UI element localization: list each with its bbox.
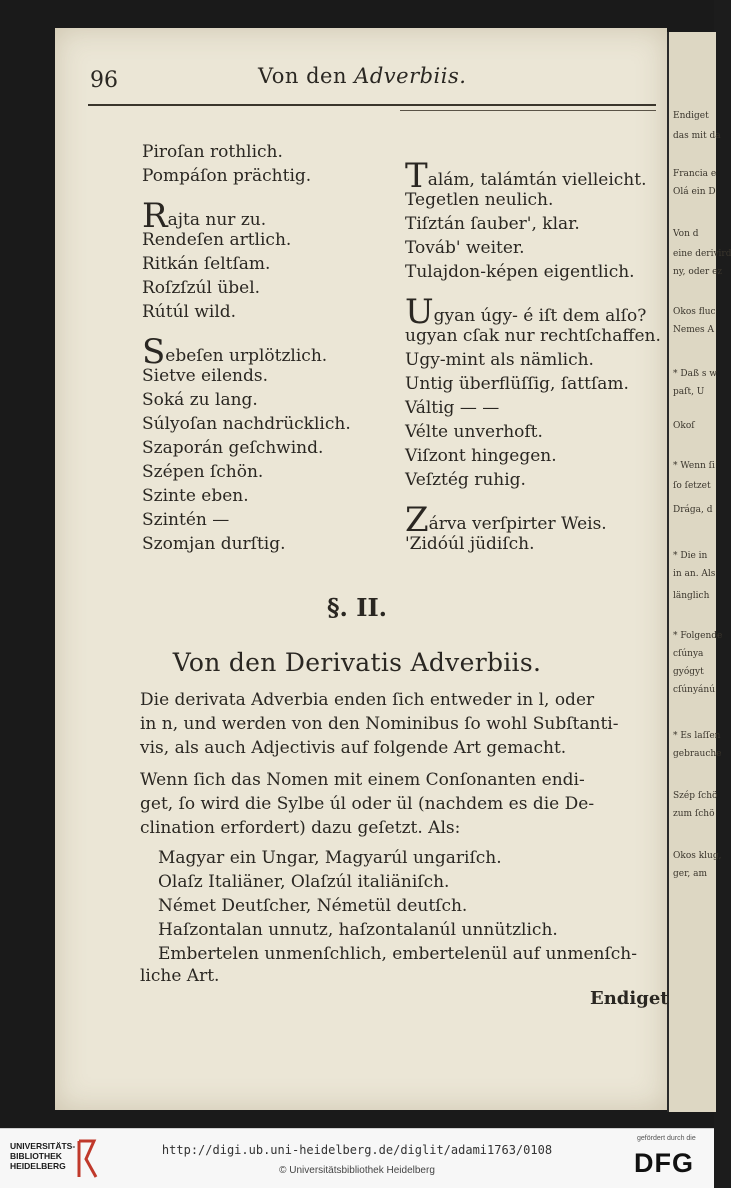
entry-text: Rendeſen artlich.: [142, 230, 292, 250]
next-page-fragment: gyógyt: [673, 667, 704, 677]
column-rule: [400, 110, 656, 111]
entry-text: Soká zu lang.: [142, 390, 258, 410]
entry-text: ebeſen urplötzlich.: [165, 346, 328, 366]
library-line-1: UNIVERSITÄTS-: [10, 1141, 76, 1151]
dictionary-entry: [142, 508, 351, 532]
entry-text: Untig überflüſſig, ſattſam.: [405, 374, 629, 394]
initial-letter: T: [405, 156, 428, 196]
section-heading: Von den Derivatis Adverbiis.: [172, 648, 542, 677]
initial-letter: R: [142, 196, 168, 236]
dictionary-entry: [142, 436, 351, 460]
catchword: Endiget: [590, 988, 669, 1009]
dictionary-entry: [405, 156, 661, 196]
initial-letter: Z: [405, 500, 429, 540]
dictionary-entry: [405, 500, 661, 540]
example-line: Magyar ein Ungar, Magyarúl ungariſch.: [158, 848, 502, 868]
entry-text: Tegetlen neulich.: [405, 190, 554, 210]
next-page-fragment: ſo ſetzet: [673, 481, 711, 491]
initial-letter: S: [142, 332, 166, 372]
dictionary-entry: [405, 260, 661, 284]
next-page-fragment: * Wenn ſi: [673, 461, 715, 471]
dictionary-entry: [405, 372, 661, 396]
dictionary-entry: [405, 420, 661, 444]
example-line: Haſzontalan unnutz, haſzontalanúl unnützlich.: [158, 920, 558, 940]
entry-text: ugyan cſak nur rechtſchaffen.: [405, 326, 661, 346]
dictionary-entry: [142, 196, 351, 236]
running-head: [258, 64, 466, 88]
next-page-fragment: paſt, U: [673, 387, 705, 397]
dictionary-entry: [142, 276, 351, 300]
entry-text: 'Zidóúl jüdiſch.: [405, 534, 535, 554]
dictionary-entry: [405, 324, 661, 348]
entry-text: Továb' weiter.: [405, 238, 525, 258]
entry-text: Szépen ſchön.: [142, 462, 264, 482]
next-page-fragment: eine derivird: [673, 249, 731, 259]
next-page-fragment: Francia e: [673, 169, 717, 179]
example-line: Olaſz Italiäner, Olaſzúl italiäniſch.: [158, 872, 450, 892]
initial-letter: U: [405, 292, 434, 332]
dictionary-entry: [405, 444, 661, 468]
next-page-fragment: gebrauche: [673, 749, 722, 759]
entry-text: Sietve eilends.: [142, 366, 268, 386]
entry-text: Pompáſon prächtig.: [142, 166, 312, 186]
next-page-fragment: * Folgende: [673, 631, 723, 641]
dictionary-entry: [142, 412, 351, 436]
entry-text: gyan úgy- é iſt dem alſo?: [433, 306, 647, 326]
paragraph-line: get, ſo wird die Sylbe úl oder ül (nachdem es die De-: [140, 794, 595, 814]
entry-text: alám, talámtán vielleicht.: [427, 170, 647, 190]
entry-text: Szinte eben.: [142, 486, 249, 506]
column-gap: [405, 284, 661, 300]
next-page-fragment: * Daß s w: [673, 369, 717, 379]
dictionary-entry: [142, 228, 351, 252]
paragraph-1: [140, 688, 655, 760]
library-line-3: HEIDELBERG: [10, 1161, 66, 1171]
dictionary-entry: [405, 188, 661, 212]
dictionary-entry: [405, 532, 661, 556]
dictionary-entry: [142, 164, 351, 188]
column-gap: [142, 188, 351, 204]
dictionary-entry: [142, 388, 351, 412]
dictionary-entry: [142, 364, 351, 388]
page-number: 96: [90, 68, 118, 93]
paragraph-line: Die derivata Adverbia enden ſich entweder in l, oder: [140, 690, 595, 710]
next-page-fragment: * Es laſſen: [673, 731, 721, 741]
entry-text: Viſzont hingegen.: [405, 446, 557, 466]
entry-text: Rútúl wild.: [142, 302, 237, 322]
next-page-fragment: Drága, d: [673, 505, 713, 515]
example-list: [158, 846, 637, 966]
left-word-column: [142, 140, 351, 556]
library-line-2: BIBLIOTHEK: [10, 1151, 62, 1161]
next-page-fragment: Endiget: [673, 111, 709, 121]
paragraph-line: in n, und werden von den Nominibus ſo wohl Subſtanti-: [140, 714, 619, 734]
next-page-fragment: Okoſ: [673, 421, 695, 431]
next-page-fragment: Von d: [673, 229, 699, 239]
next-page-fragment: cſúnya: [673, 649, 704, 659]
next-page-fragment: Okos klug,: [673, 851, 722, 861]
entry-text: Váltig — —: [405, 398, 500, 418]
next-page-fragment: * Die in: [673, 551, 708, 561]
next-page-fragment: Nemes A: [673, 325, 715, 335]
next-page-edge: [667, 32, 731, 1112]
entry-text: Szaporán geſchwind.: [142, 438, 324, 458]
example-line: Német Deutſcher, Németül deutſch.: [158, 896, 468, 916]
entry-text: Roſzſzúl übel.: [142, 278, 261, 298]
column-gap: [142, 324, 351, 340]
next-page-fragment: Szép ſchö: [673, 791, 718, 801]
dictionary-entry: [405, 468, 661, 492]
header-rule: [88, 104, 656, 106]
entry-text: Ritkán ſeltſam.: [142, 254, 271, 274]
copyright-text: © Universitätsbibliothek Heidelberg: [279, 1165, 435, 1176]
dictionary-entry: [405, 212, 661, 236]
next-page-fragment: ger, am: [673, 869, 708, 879]
next-page-fragment: zum ſchö: [673, 809, 715, 819]
entry-text: Vélte unverhoft.: [405, 422, 543, 442]
example-continuation: liche Art.: [140, 966, 220, 986]
next-page-fragment: in an. Als: [673, 569, 716, 579]
entry-text: Ugy-mint als nämlich.: [405, 350, 594, 370]
dictionary-entry: [405, 396, 661, 420]
next-page-fragment: Olá ein D: [673, 187, 716, 197]
next-page-fragment: cſúnyánú: [673, 685, 716, 695]
entry-text: Tiſztán ſauber', klar.: [405, 214, 580, 234]
entry-text: árva verſpirter Weis.: [428, 514, 607, 534]
dictionary-entry: [405, 348, 661, 372]
dictionary-entry: [142, 332, 351, 372]
document-url-link[interactable]: http://digi.ub.uni-heidelberg.de/diglit/adami1763/0108: [161, 1143, 553, 1157]
next-page-fragment: ny, oder ez: [673, 267, 723, 277]
entry-text: Szintén —: [142, 510, 230, 530]
paragraph-2: [140, 768, 655, 840]
entry-text: Piroſan rothlich.: [142, 142, 283, 162]
entry-text: ajta nur zu.: [167, 210, 267, 230]
next-page-fragment: Okos fluc: [673, 307, 716, 317]
section-number: §. II.: [326, 593, 388, 622]
entry-text: Tulajdon-képen eigentlich.: [405, 262, 635, 282]
next-page-fragment: länglich: [673, 591, 710, 601]
column-gap: [405, 492, 661, 508]
entry-text: Szomjan durſtig.: [142, 534, 286, 554]
paragraph-line: Wenn ſich das Nomen mit einem Conſonanten endi-: [140, 770, 585, 790]
running-head-italic: Adverbiis.: [354, 64, 467, 88]
entry-text: Súlyoſan nachdrücklich.: [142, 414, 351, 434]
dictionary-entry: [405, 236, 661, 260]
dictionary-entry: [142, 460, 351, 484]
funded-by-text: gefördert durch die: [637, 1135, 696, 1142]
paragraph-line: vis, als auch Adjectivis auf folgende Art gemacht.: [140, 738, 567, 758]
dictionary-entry: [405, 292, 661, 332]
paragraph-line: clination erfordert) dazu geſetzt. Als:: [140, 818, 461, 838]
dfg-logo: DFG: [634, 1148, 694, 1178]
viewer-footer: [0, 1128, 714, 1188]
dictionary-entry: [142, 252, 351, 276]
example-line: Embertelen unmenſchlich, embertelenül auf unmenſch-: [158, 944, 637, 964]
entry-text: Veſztég ruhig.: [405, 470, 526, 490]
dictionary-entry: [142, 300, 351, 324]
running-head-text: Von den: [258, 64, 347, 88]
dictionary-entry: [142, 532, 351, 556]
dictionary-entry: [142, 140, 351, 164]
next-page-fragment: das mit da: [673, 131, 721, 141]
right-word-column: [405, 156, 661, 556]
dictionary-entry: [142, 484, 351, 508]
